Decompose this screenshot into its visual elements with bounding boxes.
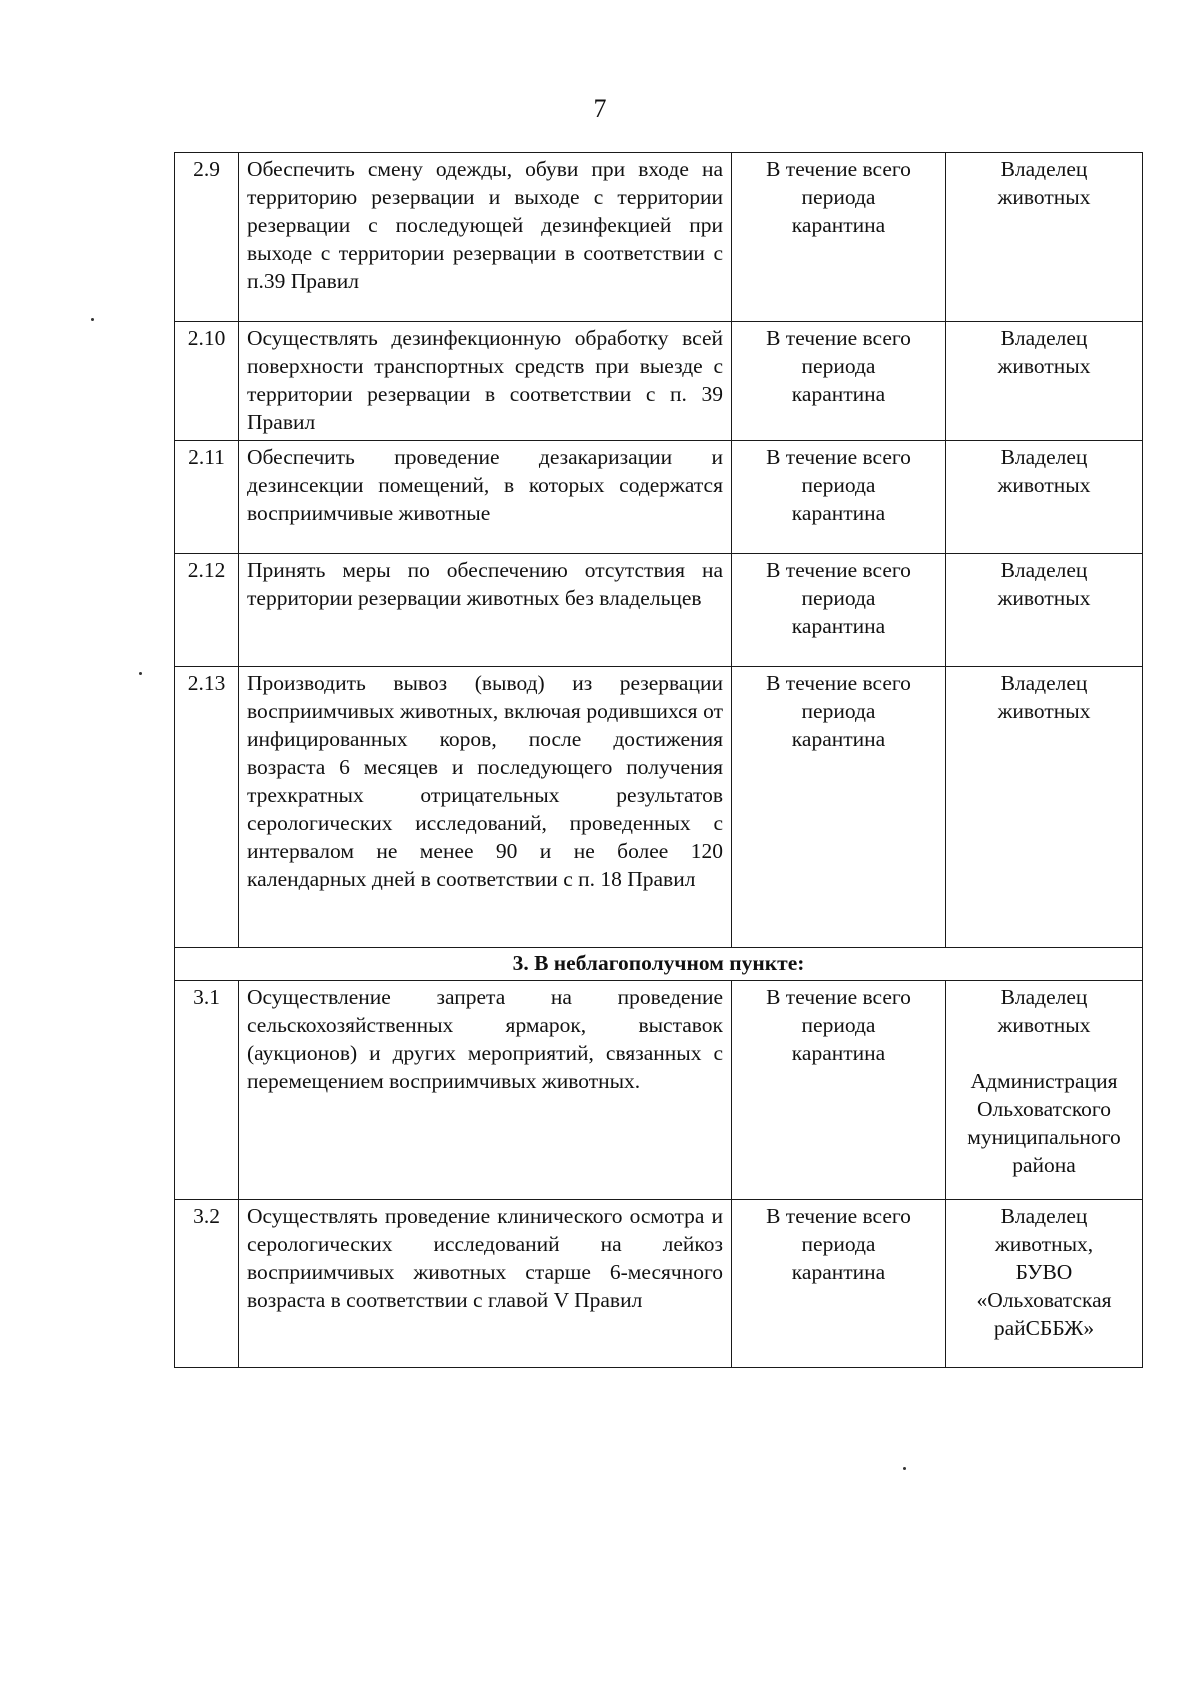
row-term: В течение всего периода карантина (732, 322, 946, 441)
scan-speck (139, 672, 142, 675)
row-number: 2.12 (175, 554, 239, 667)
row-term: В течение всего периода карантина (732, 981, 946, 1200)
table-row (175, 1200, 1143, 1368)
row-action: Обеспечить проведение дезакаризации и дезинсекции помещений, в которых содержатся восприимчивые животные (239, 441, 732, 554)
table-row (175, 981, 1143, 1200)
row-responsible: Владелец животных (946, 153, 1143, 322)
row-term: В течение всего периода карантина (732, 667, 946, 948)
row-action: Производить вывоз (вывод) из резервации восприимчивых животных, включая родившихся от инфицированных коров, после достижения возраста 6 месяцев и последующего получения трехкратных отрицательных результатов серологических исследований, проведенных с интервалом не менее 90 и не более 120 календарных дней в соответствии с п. 18 Правил (239, 667, 732, 948)
table-row (175, 667, 1143, 948)
row-number: 3.2 (175, 1200, 239, 1368)
row-responsible: Владелец животных (946, 322, 1143, 441)
row-number: 2.11 (175, 441, 239, 554)
row-action: Осуществлять проведение клинического осмотра и серологических исследований на лейкоз восприимчивых животных старше 6-месячного возраста в соответствии с главой V Правил (239, 1200, 732, 1368)
page-number: 7 (593, 94, 607, 123)
row-responsible: Владелец животных (946, 441, 1143, 554)
row-responsible: Владелец животных Администрация Ольховатского муниципального района (946, 981, 1143, 1200)
table-row (175, 322, 1143, 441)
table-row (175, 441, 1143, 554)
table-row (175, 153, 1143, 322)
row-action: Обеспечить смену одежды, обуви при входе на территорию резервации и выходе с территории резервации с последующей дезинфекцией при выходе с территории резервации в соответствии с п.39 Правил (239, 153, 732, 322)
row-action: Принять меры по обеспечению отсутствия на территории резервации животных без владельцев (239, 554, 732, 667)
row-responsible: Владелец животных (946, 554, 1143, 667)
row-number: 2.10 (175, 322, 239, 441)
row-term: В течение всего периода карантина (732, 554, 946, 667)
row-number: 2.13 (175, 667, 239, 948)
section-title: 3. В неблагополучном пункте: (175, 948, 1143, 981)
row-term: В течение всего периода карантина (732, 1200, 946, 1368)
row-responsible: Владелец животных, БУВО «Ольховатская райСББЖ» (946, 1200, 1143, 1368)
scan-speck (91, 318, 94, 321)
row-responsible: Владелец животных (946, 667, 1143, 948)
row-number: 3.1 (175, 981, 239, 1200)
section-header-row (175, 948, 1143, 981)
scan-speck (903, 1467, 906, 1470)
row-action: Осуществление запрета на проведение сельскохозяйственных ярмарок, выставок (аукционов) и других мероприятий, связанных с перемещением восприимчивых животных. (239, 981, 732, 1200)
table-row (175, 554, 1143, 667)
measures-table (174, 152, 1143, 1368)
row-action: Осуществлять дезинфекционную обработку всей поверхности транспортных средств при выезде с территории резервации в соответствии с п. 39 Правил (239, 322, 732, 441)
row-term: В течение всего периода карантина (732, 153, 946, 322)
row-term: В течение всего периода карантина (732, 441, 946, 554)
row-number: 2.9 (175, 153, 239, 322)
